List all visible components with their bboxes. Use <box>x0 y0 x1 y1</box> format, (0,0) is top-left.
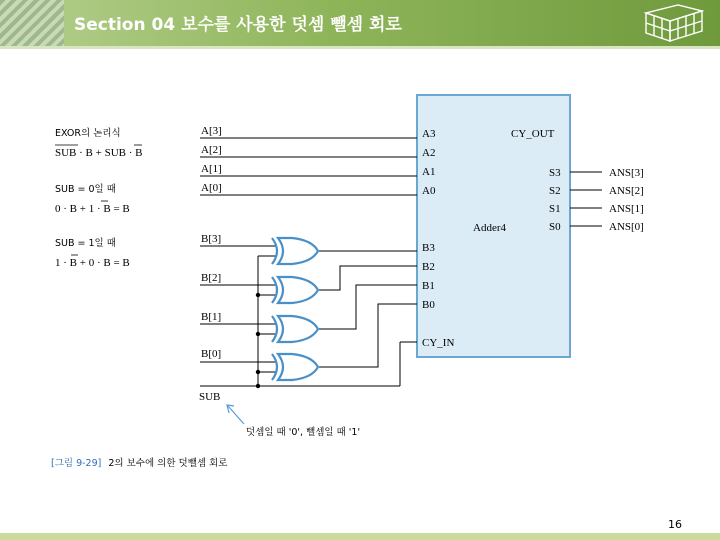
label-ans1: ANS[1] <box>609 203 644 215</box>
pin-b0: B0 <box>422 299 435 311</box>
note-exor-title: EXOR의 논리식 <box>55 128 121 139</box>
pin-a3: A3 <box>422 128 436 140</box>
b-input-wires <box>200 246 417 386</box>
label-b1: B[1] <box>201 311 222 323</box>
pin-cy-out: CY_OUT <box>511 128 555 140</box>
label-ans0: ANS[0] <box>609 221 644 233</box>
figure-text: 2의 보수에 의한 덧뺄셈 회로 <box>108 458 228 469</box>
pin-s1: S1 <box>549 203 561 215</box>
label-ans2: ANS[2] <box>609 185 644 197</box>
pin-cy-in: CY_IN <box>422 337 455 349</box>
label-a3: A[3] <box>201 125 222 137</box>
footer-bar <box>0 533 720 540</box>
label-ans3: ANS[3] <box>609 167 644 179</box>
note-sub0-expr: 0 · B + 1 · B = B <box>55 203 130 215</box>
annotation-text: 덧셈일 때 '0', 뺄셈일 때 '1' <box>246 427 361 438</box>
pin-s3: S3 <box>549 167 561 179</box>
label-a2: A[2] <box>201 144 222 156</box>
pin-b2: B2 <box>422 261 435 273</box>
note-sub0-title: SUB = 0일 때 <box>55 184 116 195</box>
note-sub1-expr: 1 · B + 0 · B = B <box>55 257 130 269</box>
adder4-label: Adder4 <box>473 222 506 234</box>
pin-b3: B3 <box>422 242 435 254</box>
label-a0: A[0] <box>201 182 222 194</box>
page-number: 16 <box>668 518 682 531</box>
xor-gate-b3 <box>272 238 318 264</box>
label-b3: B[3] <box>201 233 222 245</box>
pin-s2: S2 <box>549 185 561 197</box>
note-sub1-title: SUB = 1일 때 <box>55 238 116 249</box>
label-sub: SUB <box>199 391 221 403</box>
slide-title: Section 04 보수를 사용한 덧셈 뺄셈 회로 <box>74 15 402 35</box>
note-exor-expr: SUB · B + SUB · B <box>55 147 143 159</box>
figure-caption <box>51 457 227 469</box>
label-a1: A[1] <box>201 163 222 175</box>
annotation-arrow <box>227 405 244 424</box>
pin-s0: S0 <box>549 221 561 233</box>
xor-gate-b0 <box>272 354 318 380</box>
xor-gate-b1 <box>272 316 318 342</box>
xor-gate-b2 <box>272 277 318 303</box>
a-input-wires <box>200 138 417 195</box>
pin-a2: A2 <box>422 147 436 159</box>
output-wires <box>570 172 602 226</box>
pin-b1: B1 <box>422 280 435 292</box>
label-b0: B[0] <box>201 348 222 360</box>
pin-a0: A0 <box>422 185 436 197</box>
label-b2: B[2] <box>201 272 222 284</box>
pin-a1: A1 <box>422 166 436 178</box>
figure-label: [그림 9-29] <box>51 458 102 469</box>
xor-gates <box>272 238 318 380</box>
